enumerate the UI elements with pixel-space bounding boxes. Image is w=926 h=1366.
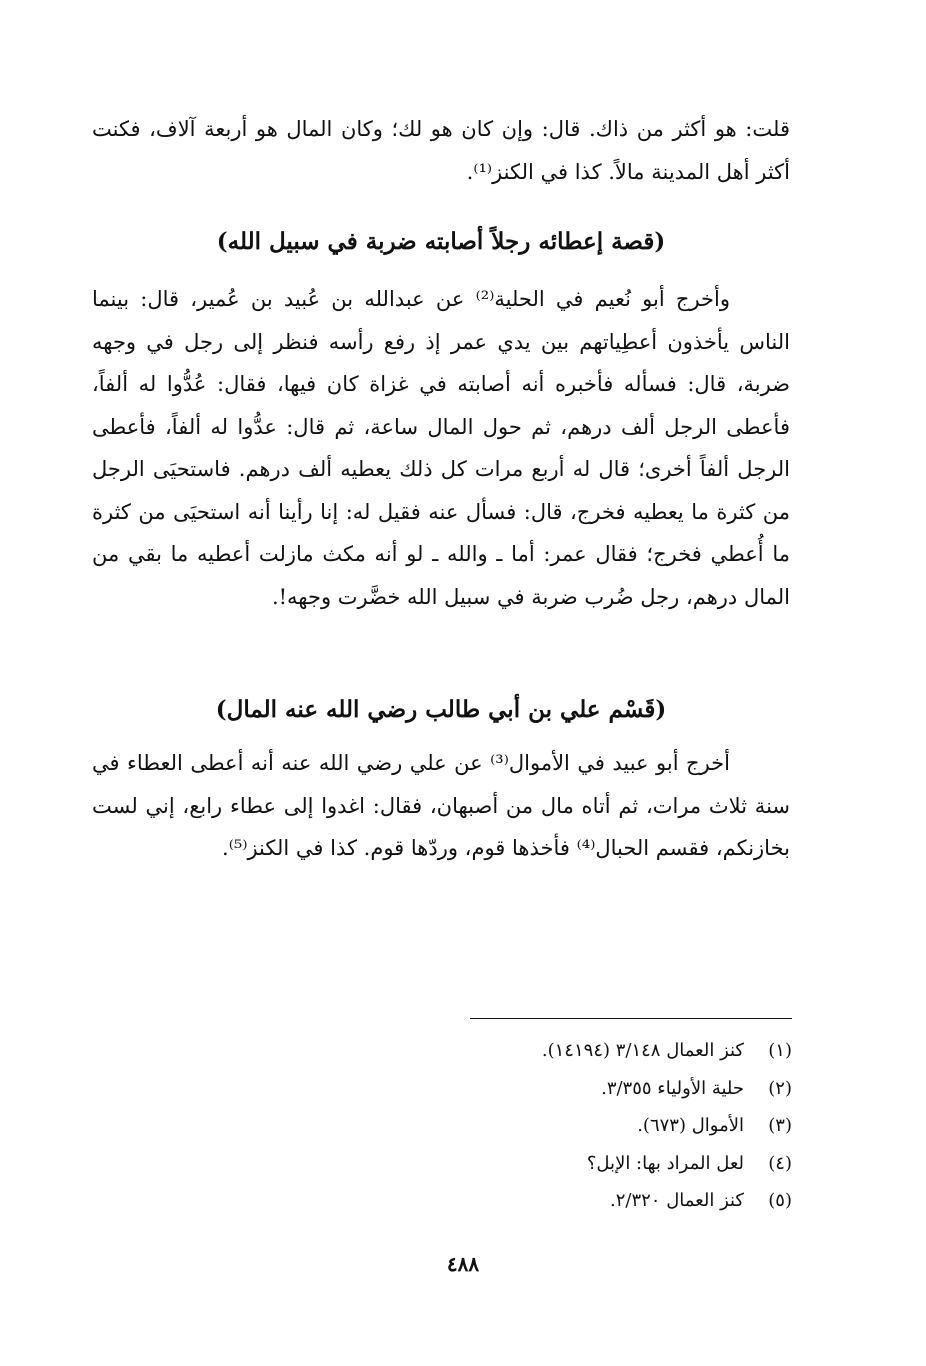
intro-paragraph: قلت: هو أكثر من ذاك. قال: وإن كان هو لك؛ وكان المال هو أربعة آلاف، فكنت أكثر أهل المدينة مالاً. كذا في الكنز⁽¹⁾. [92, 117, 790, 184]
footnote-number: (١) [768, 1040, 792, 1061]
footnote-number: (٥) [768, 1190, 792, 1211]
footnote-item [380, 1107, 792, 1145]
footnote-number: (٤) [768, 1152, 792, 1174]
footnote-text: كنز العمال ٣/١٤٨ (١٤١٩٤). [541, 1040, 744, 1061]
section-paragraph-2: أخرج أبو عبيد في الأموال⁽³⁾ عن علي رضي الله عنه أنه أعطى العطاء في سنة ثلاث مرات، ثم أتاه مال من أصبهان، فقال: اغدوا إلى عطاء رابع، إني لست بخازنكم، فقسم الحبال⁽⁴⁾ فأخذها قوم، وردّها قوم. كذا في الكنز⁽⁵⁾. [92, 751, 790, 860]
section-paragraph-1: وأخرج أبو نُعيم في الحلية⁽²⁾ عن عبدالله بن عُبيد بن عُمير، قال: بينما الناس يأخذون أعطِياتهم بين يدي عمر إذ رفع رأسه فنظر إلى رجل في وجهه ضربة، قال: فسأله فأخبره أنه أصابته في غزاة كان فيها، فقال: عُدُّوا له ألفاً، فأعطى الرجل ألف درهم، ثم حول المال ساعة، ثم قال: عدُّوا له ألفاً، فأعطى الرجل ألفاً أخرى؛ قال له أربع مرات كل ذلك يعطيه ألف درهم. فاستحيَى الرجل من كثرة ما يعطيه فخرج، قال: فسأل عنه فقيل له: إنا رأينا أنه استحيَى من كثرة ما أُعطي فخرج؛ فقال عمر: أما ـ والله ـ لو أنه مكث مازلت أعطيه ما بقي من المال درهم، رجل ضُرب ضربة في سبيل الله خضَّرت وجهه!. [92, 287, 790, 609]
footnote-text: الأموال (٦٧٣). [637, 1115, 744, 1136]
footnotes-list [380, 1032, 792, 1220]
page-number: ٤٨٨ [446, 1252, 480, 1276]
footnote-text: كنز العمال ٢/٣٢٠. [610, 1190, 744, 1211]
footnote-divider [470, 1018, 792, 1019]
footnote-item [380, 1032, 792, 1070]
section-heading-2: (قَسْم علي بن أبي طالب رضي الله عنه المال) [215, 696, 667, 723]
footnote-text: حلية الأولياء ٣/٣٥٥. [601, 1077, 744, 1099]
footnote-item [380, 1070, 792, 1108]
footnote-number: (٣) [768, 1115, 792, 1136]
footnote-number: (٢) [768, 1077, 792, 1099]
section-heading-1: (قصة إعطائه رجلاً أصابته ضربة في سبيل الله) [216, 228, 666, 255]
footnote-item [380, 1145, 792, 1183]
footnote-text: لعل المراد بها: الإبل؟ [586, 1152, 744, 1174]
footnote-item [380, 1182, 792, 1220]
